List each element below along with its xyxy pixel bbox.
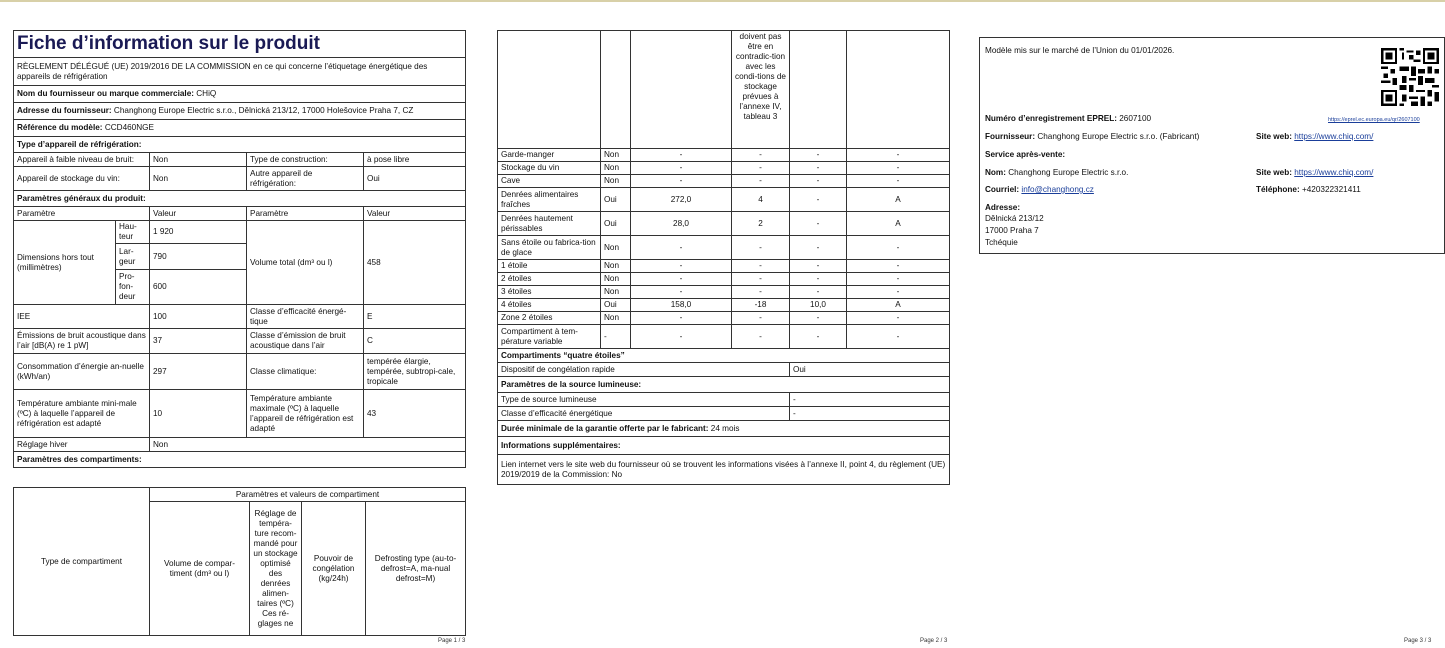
fast-freeze-label: Dispositif de congélation rapide: [498, 363, 790, 377]
height-value: 1 920: [150, 221, 247, 244]
compartment-present: Non: [601, 312, 631, 325]
compartment-name: Cave: [498, 175, 601, 188]
comp-params-label: Paramètres et valeurs de compartiment: [150, 488, 466, 502]
compartment-freeze: -: [790, 273, 847, 286]
height-label: Hau-teur: [116, 221, 150, 244]
service-website-link[interactable]: https://www.chiq.com/: [1294, 168, 1374, 177]
compartment-row: [498, 299, 950, 312]
energy-class-value: E: [364, 305, 466, 329]
compartment-row: [498, 175, 950, 188]
cont-cell-volume: [631, 31, 732, 149]
compartment-temp: -: [732, 260, 790, 273]
supplier-address-row: Adresse du fournisseur: Changhong Europe Electric s.r.o., Dělnická 213/12, 17000 Holešovice Praha 7, CZ: [14, 103, 466, 120]
depth-label: Pro-fon-deur: [116, 270, 150, 305]
compartment-volume: -: [631, 273, 732, 286]
comp-type-label: Type de compartiment: [14, 488, 150, 636]
product-info-table: [13, 30, 466, 468]
compartment-name: 1 étoile: [498, 260, 601, 273]
energy-class-label: Classe d’efficacité énergé-tique: [247, 305, 364, 329]
iee-label: IEE: [14, 305, 150, 329]
page-number-2: Page 2 / 3: [920, 638, 948, 644]
compartment-defrost: A: [847, 188, 950, 212]
light-type-value: -: [790, 393, 950, 407]
compartment-header-table: [13, 487, 466, 636]
website-row: Site web: https://www.chiq.com/: [1256, 132, 1374, 141]
noise-label: Émissions de bruit acoustique dans l’air [dB(A) re 1 pW]: [14, 329, 150, 354]
website-link[interactable]: https://www.chiq.com/: [1294, 132, 1374, 141]
compartment-present: Oui: [601, 212, 631, 236]
compartment-name: Sans étoile ou fabrica-tion de glace: [498, 236, 601, 260]
cont-cell-present: [601, 31, 631, 149]
compartment-volume: -: [631, 260, 732, 273]
compartment-freeze: -: [790, 286, 847, 299]
compartment-volume: -: [631, 236, 732, 260]
compartment-volume: -: [631, 162, 732, 175]
winter-value: Non: [150, 438, 466, 452]
compartment-defrost: -: [847, 286, 950, 299]
compartment-table: [497, 30, 950, 485]
page-title: Fiche d’information sur le produit: [14, 31, 466, 58]
consumption-value: 297: [150, 354, 247, 390]
warranty-row: Durée minimale de la garantie offerte par le fabricant: 24 mois: [498, 421, 950, 437]
compartment-present: Oui: [601, 299, 631, 312]
compartment-row: [498, 325, 950, 349]
compartment-freeze: -: [790, 188, 847, 212]
compartment-present: -: [601, 325, 631, 349]
compartment-freeze: -: [790, 212, 847, 236]
compartment-name: Zone 2 étoiles: [498, 312, 601, 325]
other-label: Autre appareil de réfrigération:: [247, 167, 364, 191]
compartment-temp: -: [732, 162, 790, 175]
link-row: Lien internet vers le site web du fournisseur où se trouvent les informations visées à l’annexe II, point 4, du règlement (UE) 2019/2019 de la Commission: No: [498, 455, 950, 485]
extra-header: Informations supplémentaires:: [498, 437, 950, 455]
regulation-text: RÈGLEMENT DÉLÉGUÉ (UE) 2019/2016 DE LA COMMISSION en ce qui concerne l’étiquetage énergétique des appareils de réfrigération: [14, 58, 466, 86]
market-text: Modèle mis sur le marché de l’Union du 01/01/2026.: [985, 46, 1175, 55]
compartment-present: Non: [601, 286, 631, 299]
address-line-1: Dělnická 213/12: [985, 214, 1044, 223]
email-row: Courriel: info@changhong.cz: [985, 185, 1094, 194]
compartment-defrost: -: [847, 175, 950, 188]
col-value-2: Valeur: [364, 207, 466, 221]
compartment-freeze: -: [790, 236, 847, 260]
compartment-temp: -: [732, 286, 790, 299]
compartment-temp: -: [732, 325, 790, 349]
qr-code-icon: [1381, 48, 1439, 106]
compartment-volume: 272,0: [631, 188, 732, 212]
compartment-present: Oui: [601, 188, 631, 212]
consumption-label: Consommation d’énergie an-nuelle (kWh/an): [14, 354, 150, 390]
compartment-row: [498, 312, 950, 325]
construction-label: Type de construction:: [247, 153, 364, 167]
compartment-volume: -: [631, 175, 732, 188]
four-star-header: Compartiments “quatre étoiles”: [498, 349, 950, 363]
comp-defrost-label: Defrosting type (au-to-defrost=A, ma-nual defrost=M): [366, 502, 466, 636]
compartment-defrost: -: [847, 149, 950, 162]
compartment-row: [498, 286, 950, 299]
compartment-volume: -: [631, 286, 732, 299]
compartment-defrost: A: [847, 212, 950, 236]
noise-value: 37: [150, 329, 247, 354]
winter-label: Réglage hiver: [14, 438, 150, 452]
compartment-temp: -: [732, 175, 790, 188]
supplier-row: Fournisseur: Changhong Europe Electric s.r.o. (Fabricant): [985, 132, 1200, 141]
construction-value: à pose libre: [364, 153, 466, 167]
compartment-temp: 4: [732, 188, 790, 212]
compartment-present: Non: [601, 273, 631, 286]
model-row: Référence du modèle: CCD460NGE: [14, 120, 466, 137]
compartment-temp: -: [732, 273, 790, 286]
compartment-defrost: -: [847, 312, 950, 325]
compartment-defrost: -: [847, 260, 950, 273]
compartment-temp: -: [732, 149, 790, 162]
supplier-name-row: Nom du fournisseur ou marque commerciale: CHiQ: [14, 86, 466, 103]
compartment-defrost: -: [847, 273, 950, 286]
compartment-freeze: -: [790, 312, 847, 325]
comp-freeze-label: Pouvoir de congélation (kg/24h): [302, 502, 366, 636]
compartment-defrost: A: [847, 299, 950, 312]
depth-value: 600: [150, 270, 247, 305]
cont-cell-freeze: [790, 31, 847, 149]
dims-label: Dimensions hors tout (millimètres): [14, 221, 116, 305]
compartment-name: Compartiment à tem-pérature variable: [498, 325, 601, 349]
min-temp-label: Température ambiante mini-male (ºC) à laquelle l’appareil de réfrigération est adapté: [14, 390, 150, 438]
type-header: Type d’appareil de réfrigération:: [14, 137, 466, 153]
climate-label: Classe climatique:: [247, 354, 364, 390]
compartment-defrost: -: [847, 325, 950, 349]
light-class-value: -: [790, 407, 950, 421]
compartment-temp: -18: [732, 299, 790, 312]
comp-setting-cont: doivent pas être en contradic-tion avec les condi-tions de stockage prévues à l’annexe IV, tableau 3: [732, 31, 790, 149]
compartment-defrost: -: [847, 162, 950, 175]
page-number-3: Page 3 / 3: [1404, 638, 1432, 644]
compartment-present: Non: [601, 162, 631, 175]
comp-volume-label: Volume de compar-timent (dm³ ou l): [150, 502, 250, 636]
compartment-row: [498, 260, 950, 273]
cont-cell-defrost: [847, 31, 950, 149]
compartment-volume: 28,0: [631, 212, 732, 236]
compartment-present: Non: [601, 260, 631, 273]
compartment-defrost: -: [847, 236, 950, 260]
min-temp-value: 10: [150, 390, 247, 438]
low-noise-label: Appareil à faible niveau de bruit:: [14, 153, 150, 167]
compartment-name: Stockage du vin: [498, 162, 601, 175]
compartment-rows: [498, 149, 950, 349]
compartment-name: 2 étoiles: [498, 273, 601, 286]
page-number-1: Page 1 / 3: [438, 638, 466, 644]
compartment-volume: -: [631, 325, 732, 349]
max-temp-label: Température ambiante maximale (ºC) à laquelle l’appareil de réfrigération est adapté: [247, 390, 364, 438]
compartment-name: Denrées hautement périssables: [498, 212, 601, 236]
col-param-1: Paramètre: [14, 207, 150, 221]
compartment-freeze: -: [790, 175, 847, 188]
compartment-freeze: -: [790, 149, 847, 162]
compartment-present: Non: [601, 175, 631, 188]
eprel-link[interactable]: https://eprel.ec.europa.eu/qr/2607100: [1328, 117, 1420, 123]
compartment-volume: -: [631, 312, 732, 325]
compartment-name: Denrées alimentaires fraîches: [498, 188, 601, 212]
eprel-info-box: [979, 37, 1445, 254]
compartment-row: [498, 236, 950, 260]
compartment-freeze: -: [790, 325, 847, 349]
compartment-freeze: -: [790, 260, 847, 273]
service-name-row: Nom: Changhong Europe Electric s.r.o.: [985, 168, 1129, 177]
other-value: Oui: [364, 167, 466, 191]
width-label: Lar-geur: [116, 244, 150, 270]
address-line-3: Tchéquie: [985, 238, 1018, 247]
compartment-temp: -: [732, 312, 790, 325]
compartment-temp: 2: [732, 212, 790, 236]
compartments-header: Paramètres des compartiments:: [14, 452, 466, 468]
iee-value: 100: [150, 305, 247, 329]
volume-label: Volume total (dm³ ou l): [247, 221, 364, 305]
wine-value: Non: [150, 167, 247, 191]
comp-setting-label: Réglage de tempéra-ture recom-mandé pour un stockage optimisé des denrées alimen-taires (ºC) Ces ré-glages ne: [250, 502, 302, 636]
address-line-2: 17000 Praha 7: [985, 226, 1039, 235]
compartment-row: [498, 273, 950, 286]
fast-freeze-value: Oui: [790, 363, 950, 377]
cont-cell-type: [498, 31, 601, 149]
compartment-row: [498, 149, 950, 162]
climate-value: tempérée élargie, tempérée, subtropi-cale, tropicale: [364, 354, 466, 390]
compartment-name: 3 étoiles: [498, 286, 601, 299]
compartment-freeze: 10,0: [790, 299, 847, 312]
light-class-label: Classe d’efficacité énergétique: [498, 407, 790, 421]
volume-value: 458: [364, 221, 466, 305]
address-label: Adresse:: [985, 203, 1021, 212]
light-header: Paramètres de la source lumineuse:: [498, 377, 950, 393]
compartment-temp: -: [732, 236, 790, 260]
max-temp-value: 43: [364, 390, 466, 438]
compartment-volume: -: [631, 149, 732, 162]
phone-row: Téléphone: +420322321411: [1256, 185, 1361, 194]
noise-class-label: Classe d’émission de bruit acoustique dans l’air: [247, 329, 364, 354]
compartment-row: [498, 212, 950, 236]
general-header: Paramètres généraux du produit:: [14, 191, 466, 207]
light-type-label: Type de source lumineuse: [498, 393, 790, 407]
service-header: Service après-vente:: [985, 150, 1066, 159]
compartment-present: Non: [601, 149, 631, 162]
eprel-row: Numéro d’enregistrement EPREL: 2607100: [985, 114, 1152, 123]
compartment-name: Garde-manger: [498, 149, 601, 162]
service-website-row: Site web: https://www.chiq.com/: [1256, 168, 1374, 177]
compartment-present: Non: [601, 236, 631, 260]
compartment-row: [498, 162, 950, 175]
top-border-line: [0, 0, 1445, 2]
width-value: 790: [150, 244, 247, 270]
compartment-name: 4 étoiles: [498, 299, 601, 312]
low-noise-value: Non: [150, 153, 247, 167]
noise-class-value: C: [364, 329, 466, 354]
compartment-freeze: -: [790, 162, 847, 175]
col-value-1: Valeur: [150, 207, 247, 221]
wine-label: Appareil de stockage du vin:: [14, 167, 150, 191]
email-link[interactable]: info@changhong.cz: [1021, 185, 1094, 194]
col-param-2: Paramètre: [247, 207, 364, 221]
compartment-row: [498, 188, 950, 212]
compartment-volume: 158,0: [631, 299, 732, 312]
